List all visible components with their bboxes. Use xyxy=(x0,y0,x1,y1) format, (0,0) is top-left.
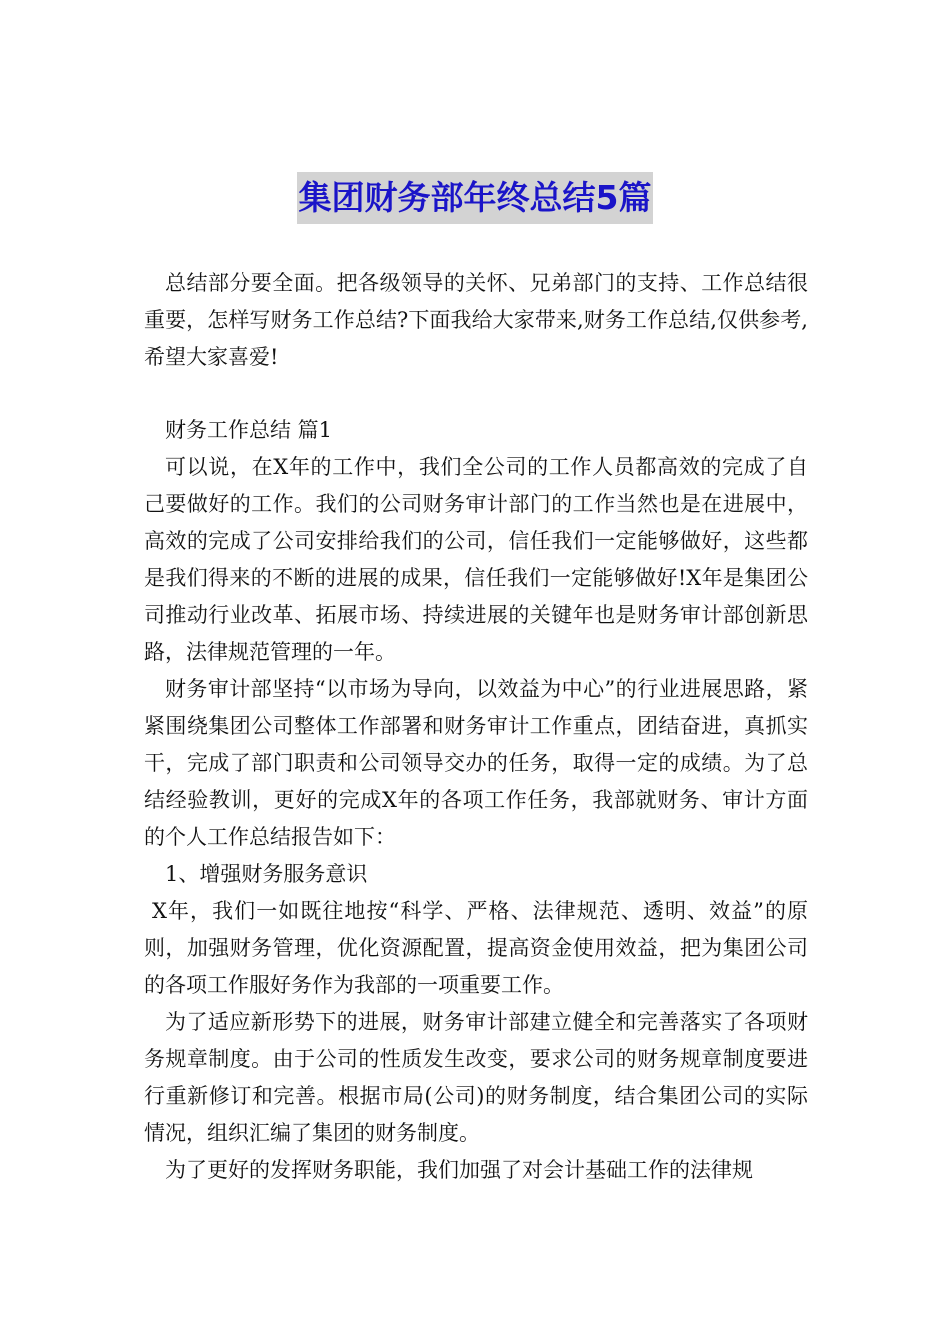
body-paragraph-2: 财务审计部坚持“以市场为导向，以效益为中心”的行业进展思路，紧紧围绕集团公司整体工作部署和财务审计工作重点，团结奋进，真抓实干，完成了部门职责和公司领导交办的任务，取得一定的成绩。为了总结经验教训，更好的完成X年的各项工作任务，我部就财务、审计方面的个人工作总结报告如下： xyxy=(144,677,808,849)
body-paragraph-4: 为了适应新形势下的进展，财务审计部建立健全和完善落实了各项财务规章制度。由于公司的性质发生改变，要求公司的财务规章制度要进行重新修订和完善。根据市局(公司)的财务制度，结合集团公司的实际情况，组织汇编了集团的财务制度。 xyxy=(144,1010,808,1145)
body-paragraph-1: 可以说，在X年的工作中，我们全公司的工作人员都高效的完成了自己要做好的工作。我们的公司财务审计部门的工作当然也是在进展中，高效的完成了公司安排给我们的公司，信任我们一定能够做好，这些都是我们得来的不断的进展的成果，信任我们一定能够做好!X年是集团公司推动行业改革、拓展市场、持续进展的关键年也是财务审计部创新思路，法律规范管理的一年。 xyxy=(144,455,808,664)
body-paragraph-3: X年，我们一如既往地按“科学、严格、法律规范、透明、效益”的原则，加强财务管理，优化资源配置，提高资金使用效益，把为集团公司的各项工作服好务作为我部的一项重要工作。 xyxy=(144,899,808,997)
subheading-1: 1、增强财务服务意识 xyxy=(165,862,368,886)
document-body xyxy=(144,265,808,1189)
section-heading: 财务工作总结 篇1 xyxy=(165,418,333,442)
intro-paragraph: 总结部分要全面。把各级领导的关怀、兄弟部门的支持、工作总结很重要，怎样写财务工作总结?下面我给大家带来,财务工作总结,仅供参考,希望大家喜爱! xyxy=(144,271,808,369)
title-container xyxy=(0,172,950,224)
body-paragraph-5: 为了更好的发挥财务职能，我们加强了对会计基础工作的法律规 xyxy=(165,1158,753,1182)
document-title: 集团财务部年终总结5篇 xyxy=(297,172,654,224)
